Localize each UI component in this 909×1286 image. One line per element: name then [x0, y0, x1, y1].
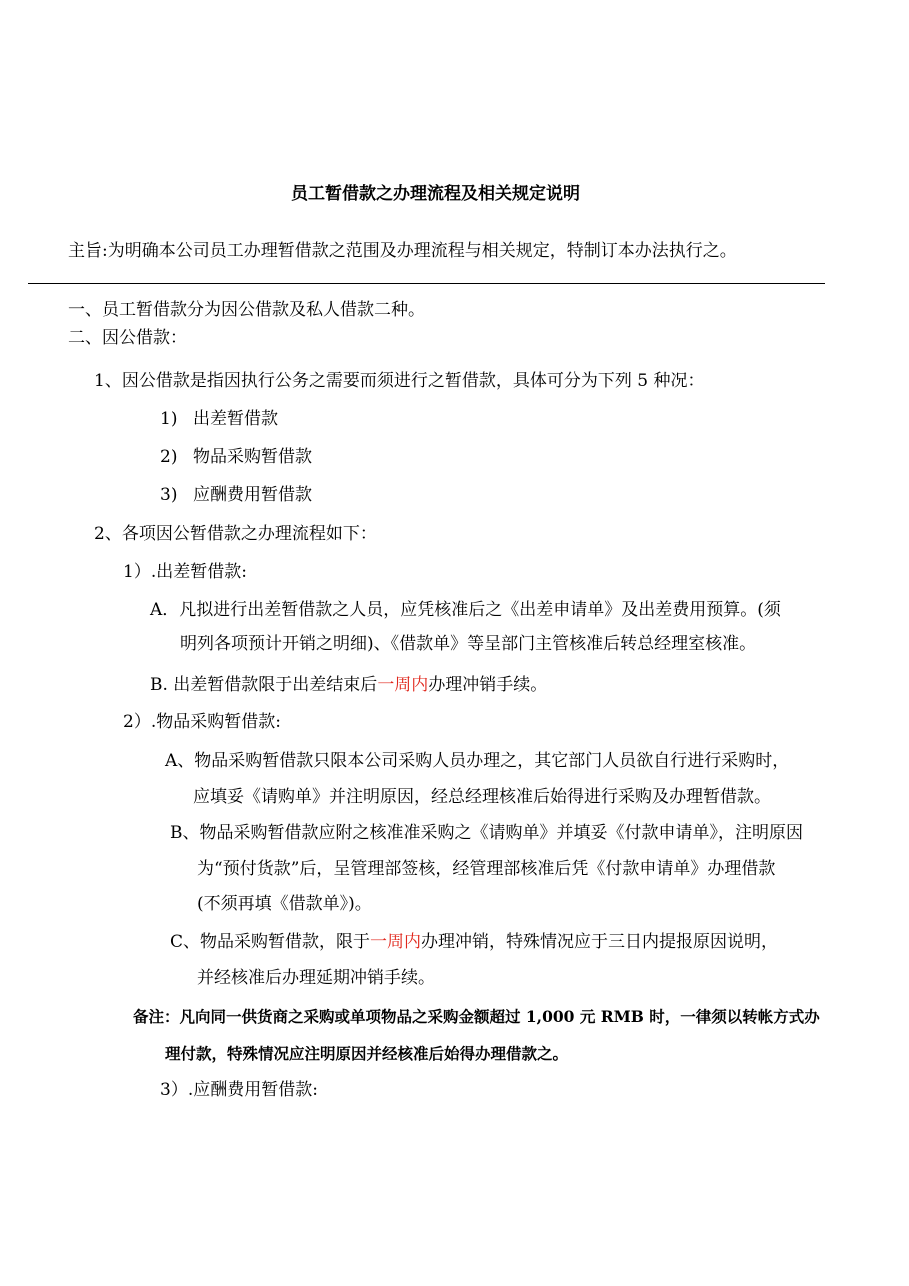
loan-type-label: 出差暂借款 [193, 409, 278, 429]
sub2-b-line1: B、物品采购暂借款应附之核准准采购之《请购单》并填妥《付款申请单》，注明原因 [170, 823, 803, 843]
sub1-b-suffix: 办理冲销手续。 [428, 675, 548, 695]
note-line2: 理付款，特殊情况应注明原因并经核准后始得办理借款之。 [165, 1044, 569, 1063]
loan-type-number: 2) [160, 447, 178, 467]
sub2-c-line2: 并经核准后办理延期冲销手续。 [197, 968, 435, 988]
sub1-b [150, 674, 547, 696]
section-1: 一、员工暂借款分为因公借款及私人借款二种。 [68, 300, 425, 320]
sub1-a-line1: A．凡拟进行出差暂借款之人员，应凭核准后之《出差申请单》及出差费用预算。(须 [150, 600, 781, 620]
loan-type-number: 1) [160, 409, 178, 429]
section-2: 二、因公借款： [68, 328, 187, 348]
sub2-b-line3: (不须再填《借款单》)。 [197, 894, 372, 914]
loan-type-label: 应酬费用暂借款 [193, 485, 312, 505]
sub1-b-prefix: B. 出差暂借款限于出差结束后 [150, 675, 378, 695]
sub3-heading: 3）.应酬费用暂借款: [160, 1080, 318, 1100]
item-1: 1、因公借款是指因执行公务之需要而须进行之暂借款，具体可分为下列 5 种况： [94, 371, 705, 391]
item-2: 2、各项因公暂借款之办理流程如下： [94, 524, 377, 544]
sub2-c-prefix: C、物品采购暂借款，限于 [170, 932, 371, 952]
purpose-statement: 主旨:为明确本公司员工办理暂借款之范围及办理流程与相关规定，特制订本办法执行之。 [68, 241, 737, 261]
sub2-a-line1: A、物品采购暂借款只限本公司采购人员办理之，其它部门人员欲自行进行采购时， [165, 751, 790, 771]
sub2-c-highlight: 一周内 [370, 932, 422, 952]
sub1-b-highlight: 一周内 [377, 675, 429, 695]
sub2-a-line2: 应填妥《请购单》并注明原因，经总经理核准后始得进行采购及办理暂借款。 [193, 787, 771, 807]
loan-type-number: 3) [160, 485, 178, 505]
sub2-heading: 2）.物品采购暂借款: [123, 712, 281, 732]
horizontal-divider [28, 283, 825, 284]
sub2-c-line1 [170, 931, 778, 953]
sub1-heading: 1）.出差暂借款: [123, 562, 247, 582]
sub2-b-line2: 为“预付货款”后，呈管理部签核，经管理部核准后凭《付款申请单》办理借款 [197, 859, 776, 879]
document-title: 员工暂借款之办理流程及相关规定说明 [291, 184, 580, 204]
note-line1: 备注：凡向同一供货商之采购或单项物品之采购金额超过 1,000 元 RMB 时，一律须以转帐方式办 [133, 1007, 820, 1026]
sub2-c-suffix: 办理冲销，特殊情况应于三日内提报原因说明， [421, 932, 779, 952]
sub1-a-line2: 明列各项预计开销之明细)、《借款单》等呈部门主管核准后转总经理室核准。 [180, 634, 757, 654]
loan-type-label: 物品采购暂借款 [193, 447, 312, 467]
